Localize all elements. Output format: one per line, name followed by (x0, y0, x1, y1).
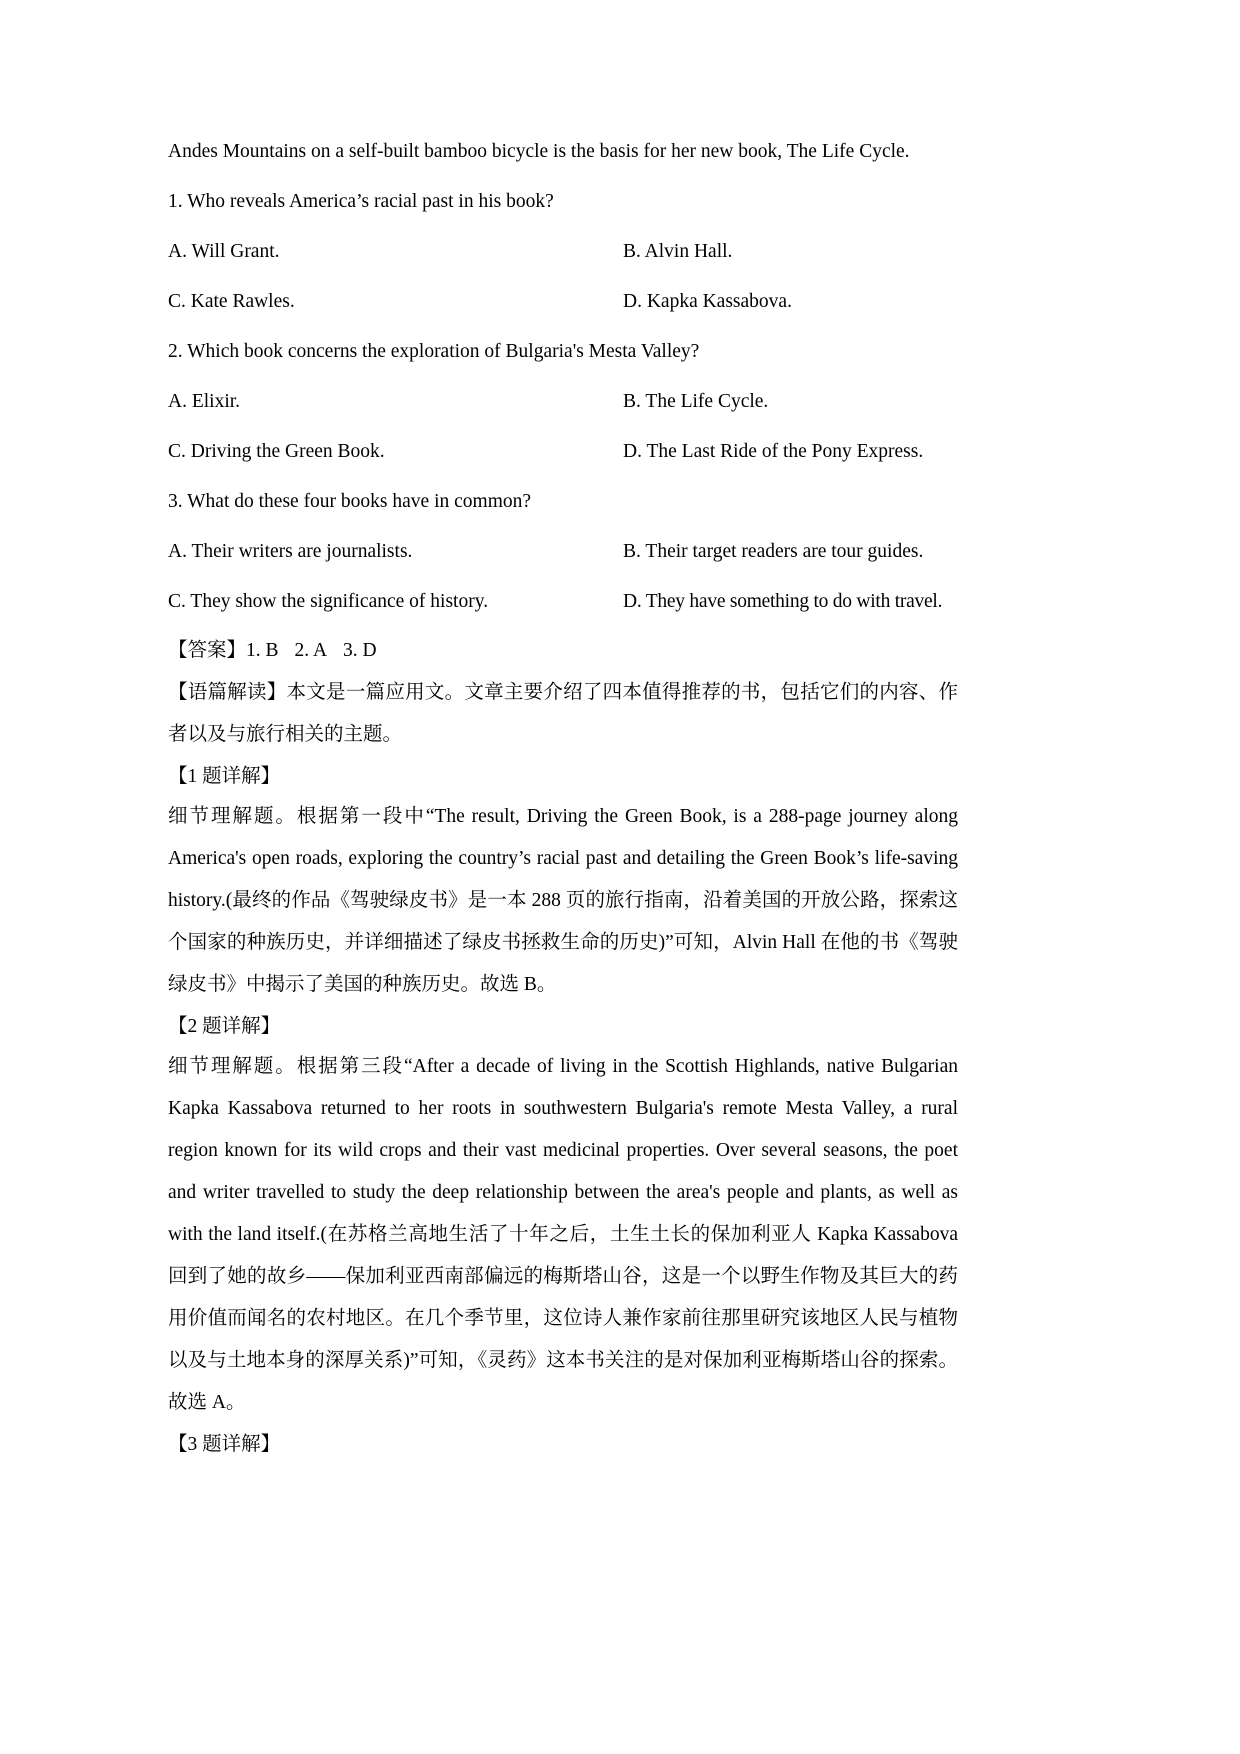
option-row (168, 432, 958, 472)
explanation-conclusion-2: 可知，《灵药》这本书关注的是对保加利亚梅斯塔山谷的探索。故选 A。 (168, 1350, 958, 1413)
option-2-b[interactable]: B. The Life Cycle. (623, 391, 769, 412)
question-stem-3: 3. What do these four books have in common? (168, 491, 532, 512)
explanation-lead-1: 细节理解题。根据第一段中 (168, 806, 426, 827)
question-stem-2: 2. Which book concerns the exploration of Bulgaria's Mesta Valley? (168, 341, 700, 362)
option-2-c[interactable]: C. Driving the Green Book. (168, 441, 385, 462)
question-stem-1: 1. Who reveals America’s racial past in his book? (168, 191, 554, 212)
intro-fragment: Andes Mountains on a self-built bamboo bicycle is the basis for her new book, The Life Cycle. (168, 141, 910, 162)
explanation-translation-2: (在苏格兰高地生活了十年之后，土生土长的保加利亚人 Kapka Kassabova 回到了她的故乡——保加利亚西南部偏远的梅斯塔山谷，这是一个以野生作物及其巨大的药用价值而闻名的农村地区。在几个季节里，这位诗人兼作家前往那里研究该地区人民与植物以及与土地本身的深厚关系)” (168, 1224, 958, 1371)
explanation-heading-3: 【3 题详解】 (168, 1434, 281, 1455)
option-2-d[interactable]: D. The Last Ride of the Pony Express. (623, 441, 924, 462)
explanation-body-1 (168, 796, 958, 1006)
explanation-conclusion-1: 可知，Alvin Hall 在他的书《驾驶绿皮书》中揭示了美国的种族历史。故选 B。 (168, 932, 958, 995)
option-3-a[interactable]: A. Their writers are journalists. (168, 541, 413, 562)
option-3-b[interactable]: B. Their target readers are tour guides. (623, 541, 924, 562)
option-row (168, 382, 958, 422)
explanation-lead-2: 细节理解题。根据第三段 (168, 1056, 404, 1077)
explanation-heading-2: 【2 题详解】 (168, 1016, 281, 1037)
explanation-translation-1: (最终的作品《驾驶绿皮书》是一本 288 页的旅行指南，沿着美国的开放公路，探索这个国家的种族历史，并详细描述了绿皮书拯救生命的历史)” (168, 890, 958, 953)
options-group-3 (168, 532, 958, 622)
option-1-a[interactable]: A. Will Grant. (168, 241, 280, 262)
explanation-quote-en-2: After a decade of living in the Scottish Highlands, native Bulgarian Kapka Kassabova returned to her roots in southwestern Bulgaria's remote Mesta Valley, a rural region known for its wild crops and their vast medicinal properties. Over several seasons, the poet and writer travelled to study the deep relationship between the area's people and plants, as well as with the land itself. (168, 1056, 958, 1245)
passage-analysis (168, 671, 958, 756)
answer-item-1: 1. B (246, 640, 279, 661)
explanation-quote-open-1: “ (425, 806, 435, 827)
option-2-a[interactable]: A. Elixir. (168, 391, 241, 412)
option-1-c[interactable]: C. Kate Rawles. (168, 291, 295, 312)
answer-item-3: 3. D (343, 640, 377, 661)
option-3-d[interactable]: D. They have something to do with travel. (623, 591, 943, 612)
option-row (168, 582, 958, 622)
passage-analysis-label: 【语篇解读】 (168, 681, 287, 703)
explanation-quote-open-2: “ (403, 1056, 413, 1077)
option-row (168, 282, 958, 322)
option-1-d[interactable]: D. Kapka Kassabova. (623, 291, 792, 312)
option-1-b[interactable]: B. Alvin Hall. (623, 241, 733, 262)
explanation-heading-1: 【1 题详解】 (168, 766, 281, 787)
option-3-c[interactable]: C. They show the significance of history. (168, 591, 489, 612)
explanation-body-2 (168, 1046, 958, 1424)
options-group-1 (168, 232, 958, 322)
option-row (168, 532, 958, 572)
passage-analysis-text: 本文是一篇应用文。文章主要介绍了四本值得推荐的书，包括它们的内容、作者以及与旅行相关的主题。 (168, 682, 958, 745)
option-row (168, 232, 958, 272)
options-group-2 (168, 382, 958, 472)
answer-item-2: 2. A (294, 640, 328, 661)
answer-line (168, 632, 958, 669)
page-content (168, 132, 958, 1464)
explanation-quote-en-1: The result, Driving the Green Book, is a 288-page journey along America's open roads, exploring the country’s racial past and detailing the Green Book’s life-saving history. (168, 806, 958, 911)
answer-label: 【答案】 (168, 639, 247, 661)
